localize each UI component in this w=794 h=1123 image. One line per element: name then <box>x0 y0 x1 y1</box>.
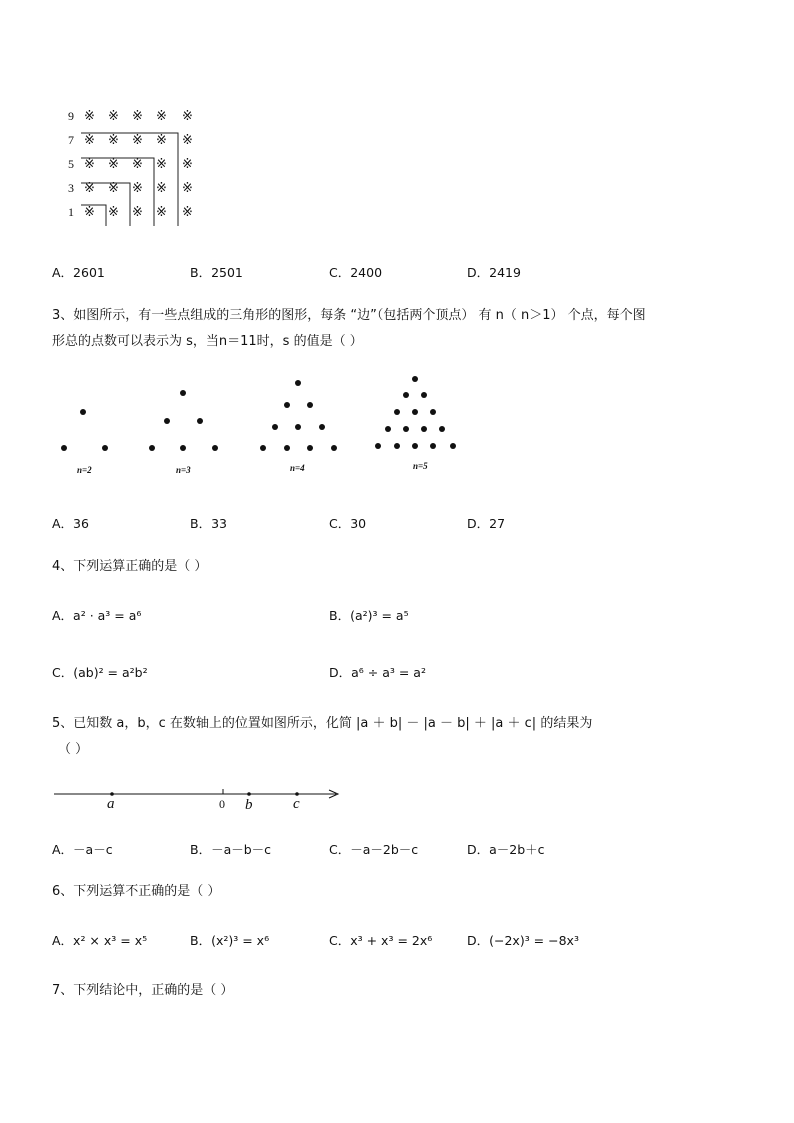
q5-option-d[interactable]: D．a－2b＋c <box>467 842 545 857</box>
grid-mark: ※ <box>84 205 95 220</box>
q6-option-b[interactable]: B．(x²)³ = x⁶ <box>190 933 270 948</box>
q3-stem-line2: 形总的点数可以表示为 s，当n＝11时，s 的值是（ ） <box>52 334 363 349</box>
q4-option-d[interactable]: D．a⁶ ÷ a³ = a² <box>329 665 426 680</box>
q4-stem: 4、下列运算正确的是（ ） <box>52 559 208 574</box>
axis-label-c: c <box>293 796 300 812</box>
grid-mark: ※ <box>156 133 167 148</box>
fig-label-n3: n=3 <box>176 465 191 475</box>
grid-mark: ※ <box>108 157 119 172</box>
q2-option-b[interactable]: B．2501 <box>190 265 243 280</box>
grid-mark: ※ <box>182 205 193 220</box>
grid-mark: ※ <box>84 157 95 172</box>
grid-figure <box>60 104 210 229</box>
q2-option-a[interactable]: A．2601 <box>52 265 105 280</box>
grid-mark: ※ <box>132 205 143 220</box>
number-line <box>50 780 350 815</box>
grid-mark: ※ <box>108 181 119 196</box>
q4-option-c[interactable]: C．(ab)² = a²b² <box>52 665 148 680</box>
grid-mark: ※ <box>132 181 143 196</box>
grid-mark: ※ <box>182 109 193 124</box>
q5-stem-line2: （ ） <box>58 742 89 757</box>
q5-stem-line1: 5、已知数 a，b，c 在数轴上的位置如图所示，化简 |a ＋ b| － |a － b| ＋ |a ＋ c| 的结果为 <box>52 716 593 731</box>
grid-mark: ※ <box>182 181 193 196</box>
fig-label-n4: n=4 <box>290 463 305 473</box>
q3-stem-line1: 3、如图所示，有一些点组成的三角形的图形，每条 “边”（包括两个顶点） 有 n（ n＞1） 个点，每个图 <box>52 308 646 323</box>
grid-mark: ※ <box>156 157 167 172</box>
q6-option-d[interactable]: D．(−2x)³ = −8x³ <box>467 933 579 948</box>
fig-label-n5: n=5 <box>413 461 428 471</box>
grid-mark: ※ <box>84 109 95 124</box>
grid-mark: ※ <box>156 205 167 220</box>
grid-row-label: 5 <box>68 157 74 171</box>
grid-mark: ※ <box>182 133 193 148</box>
grid-mark: ※ <box>156 109 167 124</box>
grid-mark: ※ <box>84 133 95 148</box>
grid-row-label: 3 <box>68 181 74 195</box>
axis-label-zero: 0 <box>219 797 225 811</box>
grid-mark: ※ <box>108 109 119 124</box>
grid-mark: ※ <box>132 133 143 148</box>
q6-option-c[interactable]: C．x³ + x³ = 2x⁶ <box>329 933 433 948</box>
grid-mark: ※ <box>132 109 143 124</box>
q6-option-a[interactable]: A．x² × x³ = x⁵ <box>52 933 148 948</box>
grid-mark: ※ <box>156 181 167 196</box>
grid-row-label: 7 <box>68 133 74 147</box>
grid-mark: ※ <box>84 181 95 196</box>
q5-option-a[interactable]: A．－a－c <box>52 842 113 857</box>
q5-option-b[interactable]: B．－a－b－c <box>190 842 272 857</box>
grid-mark: ※ <box>108 133 119 148</box>
grid-mark: ※ <box>132 157 143 172</box>
grid-row-label: 9 <box>68 109 74 123</box>
triangle-dots-figure <box>40 365 480 485</box>
q7-stem: 7、下列结论中，正确的是（ ） <box>52 983 234 998</box>
fig-label-n2: n=2 <box>77 465 92 475</box>
grid-mark: ※ <box>182 157 193 172</box>
q4-option-a[interactable]: A．a² · a³ = a⁶ <box>52 608 142 623</box>
q3-option-b[interactable]: B．33 <box>190 516 227 531</box>
q6-stem: 6、下列运算不正确的是（ ） <box>52 884 221 899</box>
axis-label-a: a <box>107 796 115 812</box>
q3-option-a[interactable]: A．36 <box>52 516 89 531</box>
axis-label-b: b <box>245 797 253 813</box>
q3-option-d[interactable]: D．27 <box>467 516 506 531</box>
q5-option-c[interactable]: C．－a－2b－c <box>329 842 419 857</box>
q4-option-b[interactable]: B．(a²)³ = a⁵ <box>329 608 409 623</box>
grid-row-label: 1 <box>68 205 74 219</box>
grid-lines <box>60 104 210 229</box>
q2-option-d[interactable]: D．2419 <box>467 265 521 280</box>
q3-option-c[interactable]: C．30 <box>329 516 367 531</box>
q2-option-c[interactable]: C．2400 <box>329 265 383 280</box>
grid-mark: ※ <box>108 205 119 220</box>
